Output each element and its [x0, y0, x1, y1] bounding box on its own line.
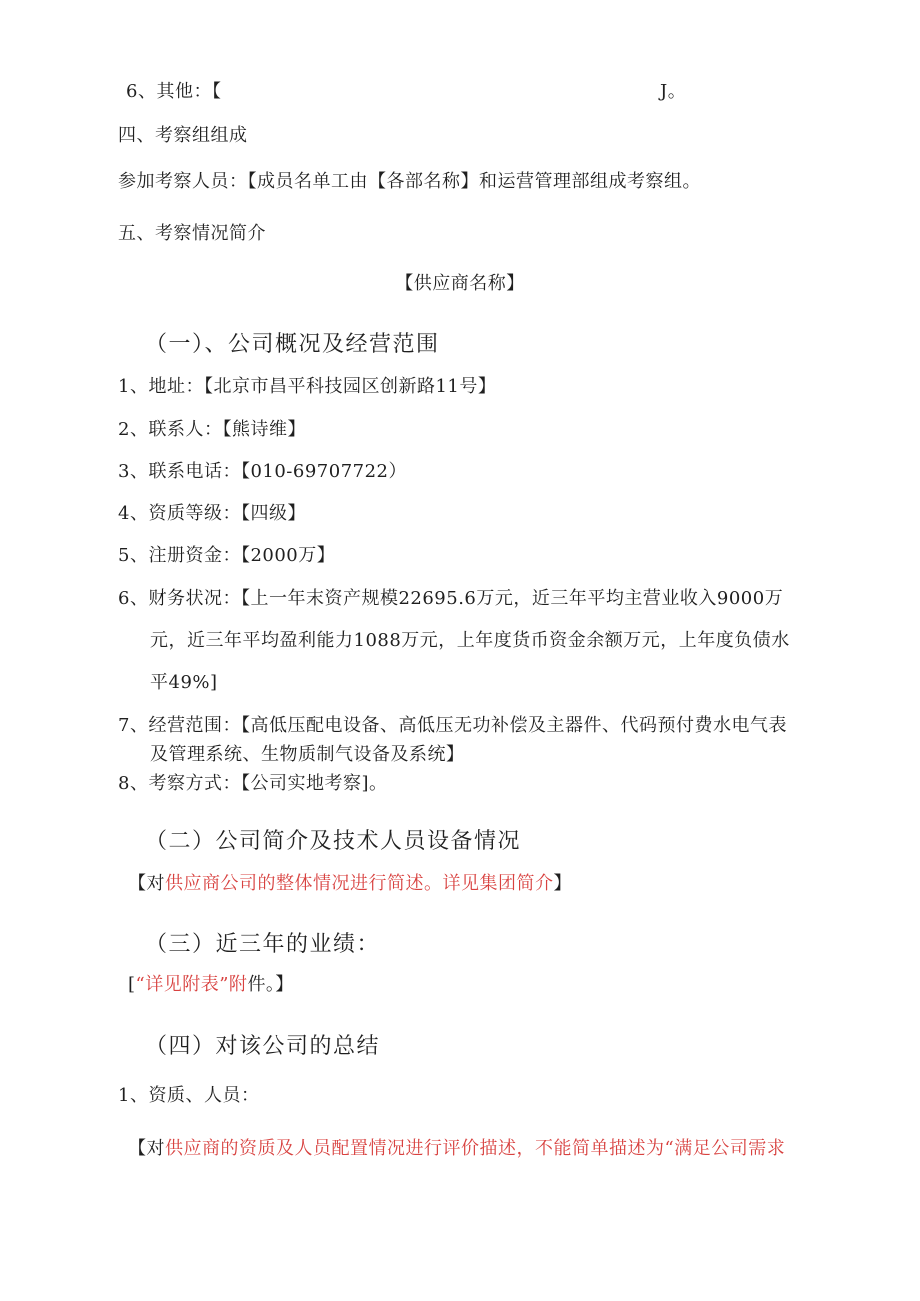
subsection-4-title: （四）对该公司的总结 — [145, 1034, 381, 1059]
item-other-tail: J。 — [660, 81, 687, 102]
scope-line-2: 及管理系统、生物质制气设备及系统】 — [150, 744, 465, 765]
subsection-1-title: （一）、公司概况及经营范围 — [145, 332, 440, 357]
scope-line-1: 7、经营范围：【高低压配电设备、高低压无功补偿及主器件、代码预付费水电气表 — [118, 715, 787, 736]
subsection-2-title: （二）公司简介及技术人员设备情况 — [145, 829, 522, 854]
capital-item: 5、注册资金：【2000万】 — [118, 545, 336, 566]
qualification-item: 4、资质等级：【四级】 — [118, 503, 306, 524]
finance-line-3: 平49%] — [150, 672, 218, 693]
item-other-label: 6、其他：【 — [126, 81, 222, 102]
item-other — [126, 80, 687, 104]
phone-item: 3、联系电话：【010-69707722） — [118, 461, 408, 482]
section-5-title: 五、考察情况简介 — [118, 223, 266, 244]
members-line: 参加考察人员：【成员名单工由【各部名称】和运营管理部组成考察组。 — [118, 171, 701, 192]
supplier-name: 【供应商名称】 — [395, 273, 525, 294]
subsection-3-desc: [“详见附表”附件。】 — [128, 974, 294, 995]
contact-item: 2、联系人：【熊诗维】 — [118, 419, 306, 440]
summary-item-1: 1、资质、人员： — [118, 1085, 260, 1106]
address-item: 1、地址：【北京市昌平科技园区创新路11号】 — [118, 376, 497, 397]
subsection-4-desc: 【对供应商的资质及人员配置情况进行评价描述，不能简单描述为“满足公司需求 — [128, 1138, 786, 1159]
subsection-2-desc: 【对供应商公司的整体情况进行简述。详见集团简介】 — [128, 873, 572, 894]
method-item: 8、考察方式：【公司实地考察]。 — [118, 773, 388, 794]
subsection-3-title: （三）近三年的业绩： — [145, 932, 381, 957]
section-4-title: 四、考察组组成 — [118, 125, 248, 146]
finance-line-1: 6、财务状况：【上一年末资产规模22695.6万元，近三年平均主营业收入9000万 — [118, 588, 784, 609]
finance-line-2: 元，近三年平均盈利能力1088万元，上年度货币资金余额万元，上年度负债水 — [150, 630, 790, 651]
